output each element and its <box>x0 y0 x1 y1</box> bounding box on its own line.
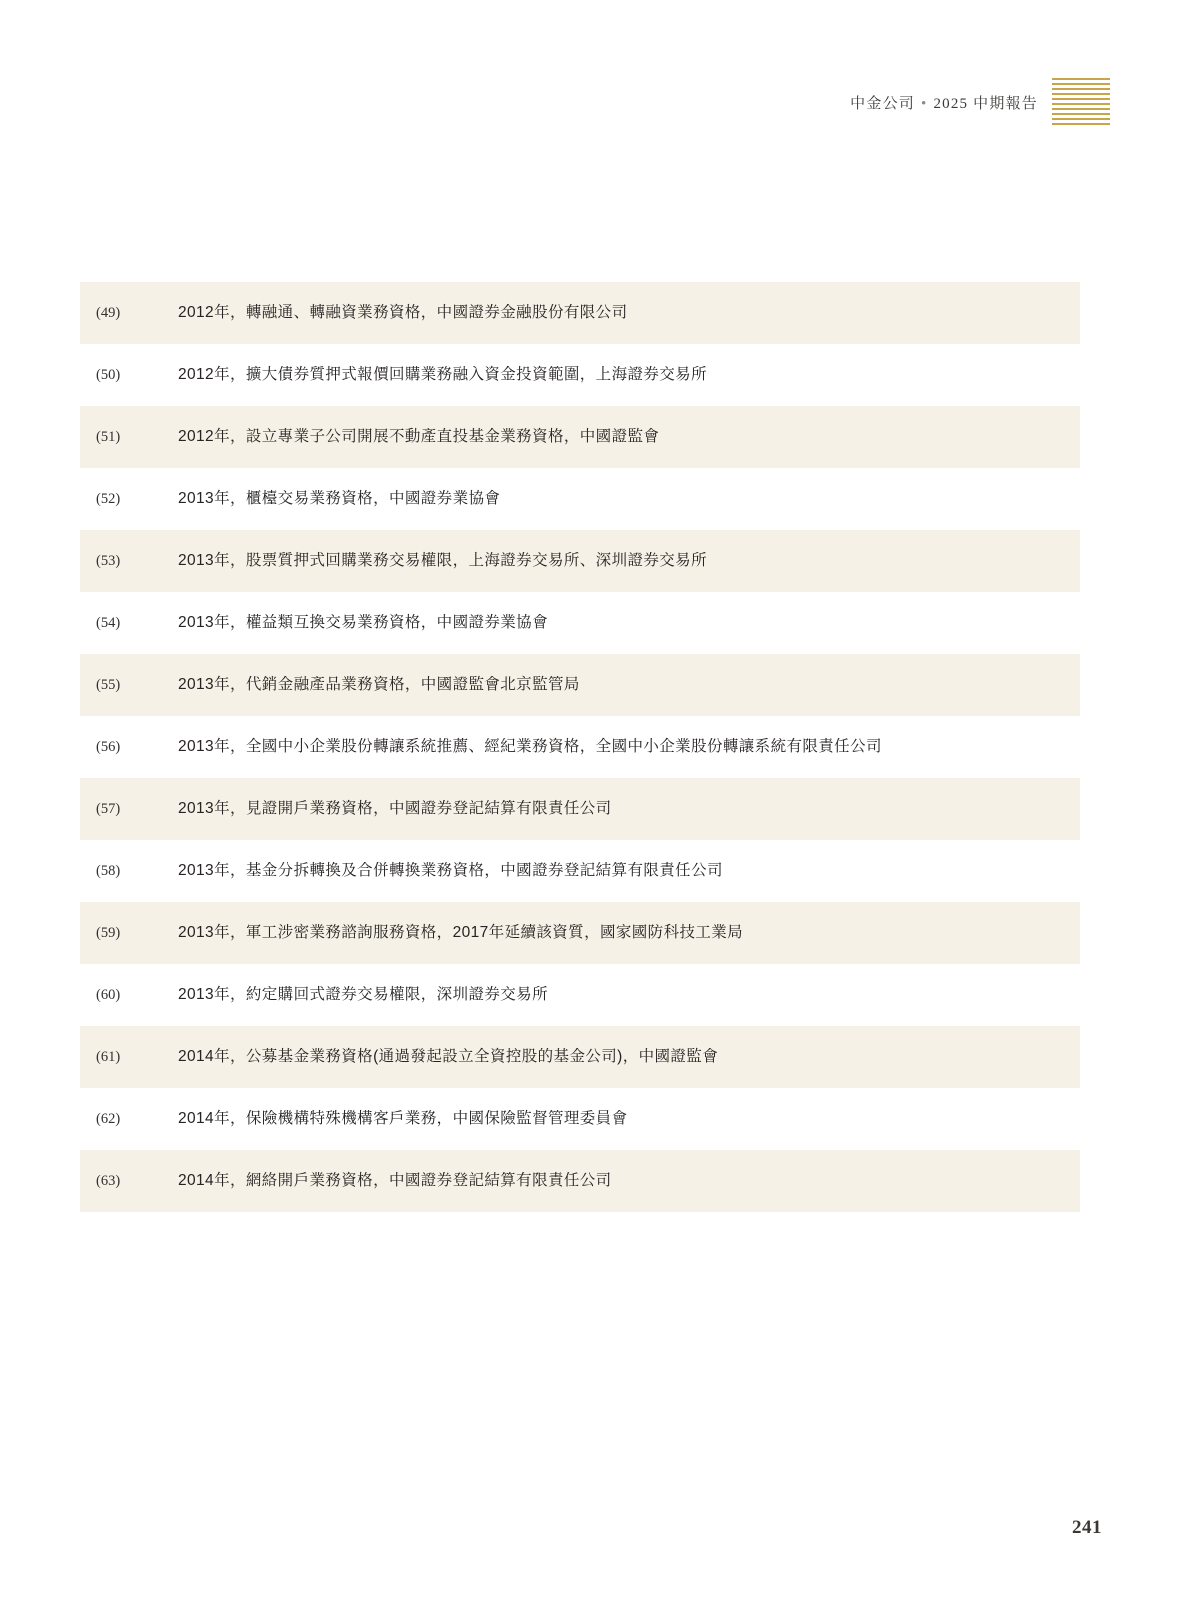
table-row <box>80 902 1080 964</box>
table-row <box>80 468 1080 530</box>
row-text: 2013年，股票質押式回購業務交易權限，上海證券交易所、深圳證券交易所 <box>178 551 707 569</box>
table-row <box>80 840 1080 902</box>
row-index: (61) <box>96 1048 121 1065</box>
row-text: 2013年，權益類互換交易業務資格，中國證券業協會 <box>178 613 548 631</box>
qualifications-table-body <box>80 282 1080 1212</box>
row-text: 2014年，保險機構特殊機構客戶業務，中國保險監督管理委員會 <box>178 1109 628 1127</box>
table-row <box>80 282 1080 344</box>
row-text: 2013年，櫃檯交易業務資格，中國證券業協會 <box>178 489 501 507</box>
row-index: (50) <box>96 366 121 383</box>
row-index: (51) <box>96 428 121 445</box>
row-text: 2014年，網絡開戶業務資格，中國證券登記結算有限責任公司 <box>178 1171 612 1189</box>
row-index: (55) <box>96 676 121 693</box>
row-index: (62) <box>96 1110 121 1127</box>
table-row <box>80 778 1080 840</box>
row-index: (59) <box>96 924 121 941</box>
header-report: 2025 中期報告 <box>933 95 1038 112</box>
row-index: (63) <box>96 1172 121 1189</box>
row-text: 2013年，全國中小企業股份轉讓系統推薦、經紀業務資格，全國中小企業股份轉讓系統有限責任公司 <box>178 737 882 755</box>
table-row <box>80 592 1080 654</box>
row-text: 2014年，公募基金業務資格(通過發起設立全資控股的基金公司)，中國證監會 <box>178 1047 719 1065</box>
table-row <box>80 1088 1080 1150</box>
header-separator: • <box>920 95 928 112</box>
table-row <box>80 716 1080 778</box>
row-text: 2013年，代銷金融產品業務資格，中國證監會北京監管局 <box>178 675 580 693</box>
row-text: 2013年，軍工涉密業務諮詢服務資格，2017年延續該資質，國家國防科技工業局 <box>178 923 744 941</box>
row-text: 2012年，設立專業子公司開展不動產直投基金業務資格，中國證監會 <box>178 427 660 445</box>
header-title <box>850 92 1038 113</box>
row-index: (58) <box>96 862 121 879</box>
row-index: (52) <box>96 490 121 507</box>
qualifications-table <box>80 282 1080 1212</box>
table-row <box>80 1026 1080 1088</box>
row-text: 2013年，約定購回式證券交易權限，深圳證券交易所 <box>178 985 548 1003</box>
row-index: (60) <box>96 986 121 1003</box>
row-text: 2012年，轉融通、轉融資業務資格，中國證券金融股份有限公司 <box>178 303 628 321</box>
table-row <box>80 964 1080 1026</box>
row-index: (49) <box>96 304 121 321</box>
striped-band-icon <box>1052 78 1110 126</box>
page-header <box>850 78 1110 126</box>
row-text: 2013年，見證開戶業務資格，中國證券登記結算有限責任公司 <box>178 799 612 817</box>
table-row <box>80 406 1080 468</box>
row-index: (53) <box>96 552 121 569</box>
table-row <box>80 654 1080 716</box>
table-row <box>80 344 1080 406</box>
table-row <box>80 530 1080 592</box>
row-text: 2012年，擴大債券質押式報價回購業務融入資金投資範圍，上海證券交易所 <box>178 365 707 383</box>
row-index: (56) <box>96 738 121 755</box>
row-index: (54) <box>96 614 121 631</box>
row-text: 2013年，基金分拆轉換及合併轉換業務資格，中國證券登記結算有限責任公司 <box>178 861 723 879</box>
page-number: 241 <box>1072 1517 1102 1538</box>
row-index: (57) <box>96 800 121 817</box>
table-row <box>80 1150 1080 1212</box>
header-company: 中金公司 <box>850 95 915 112</box>
